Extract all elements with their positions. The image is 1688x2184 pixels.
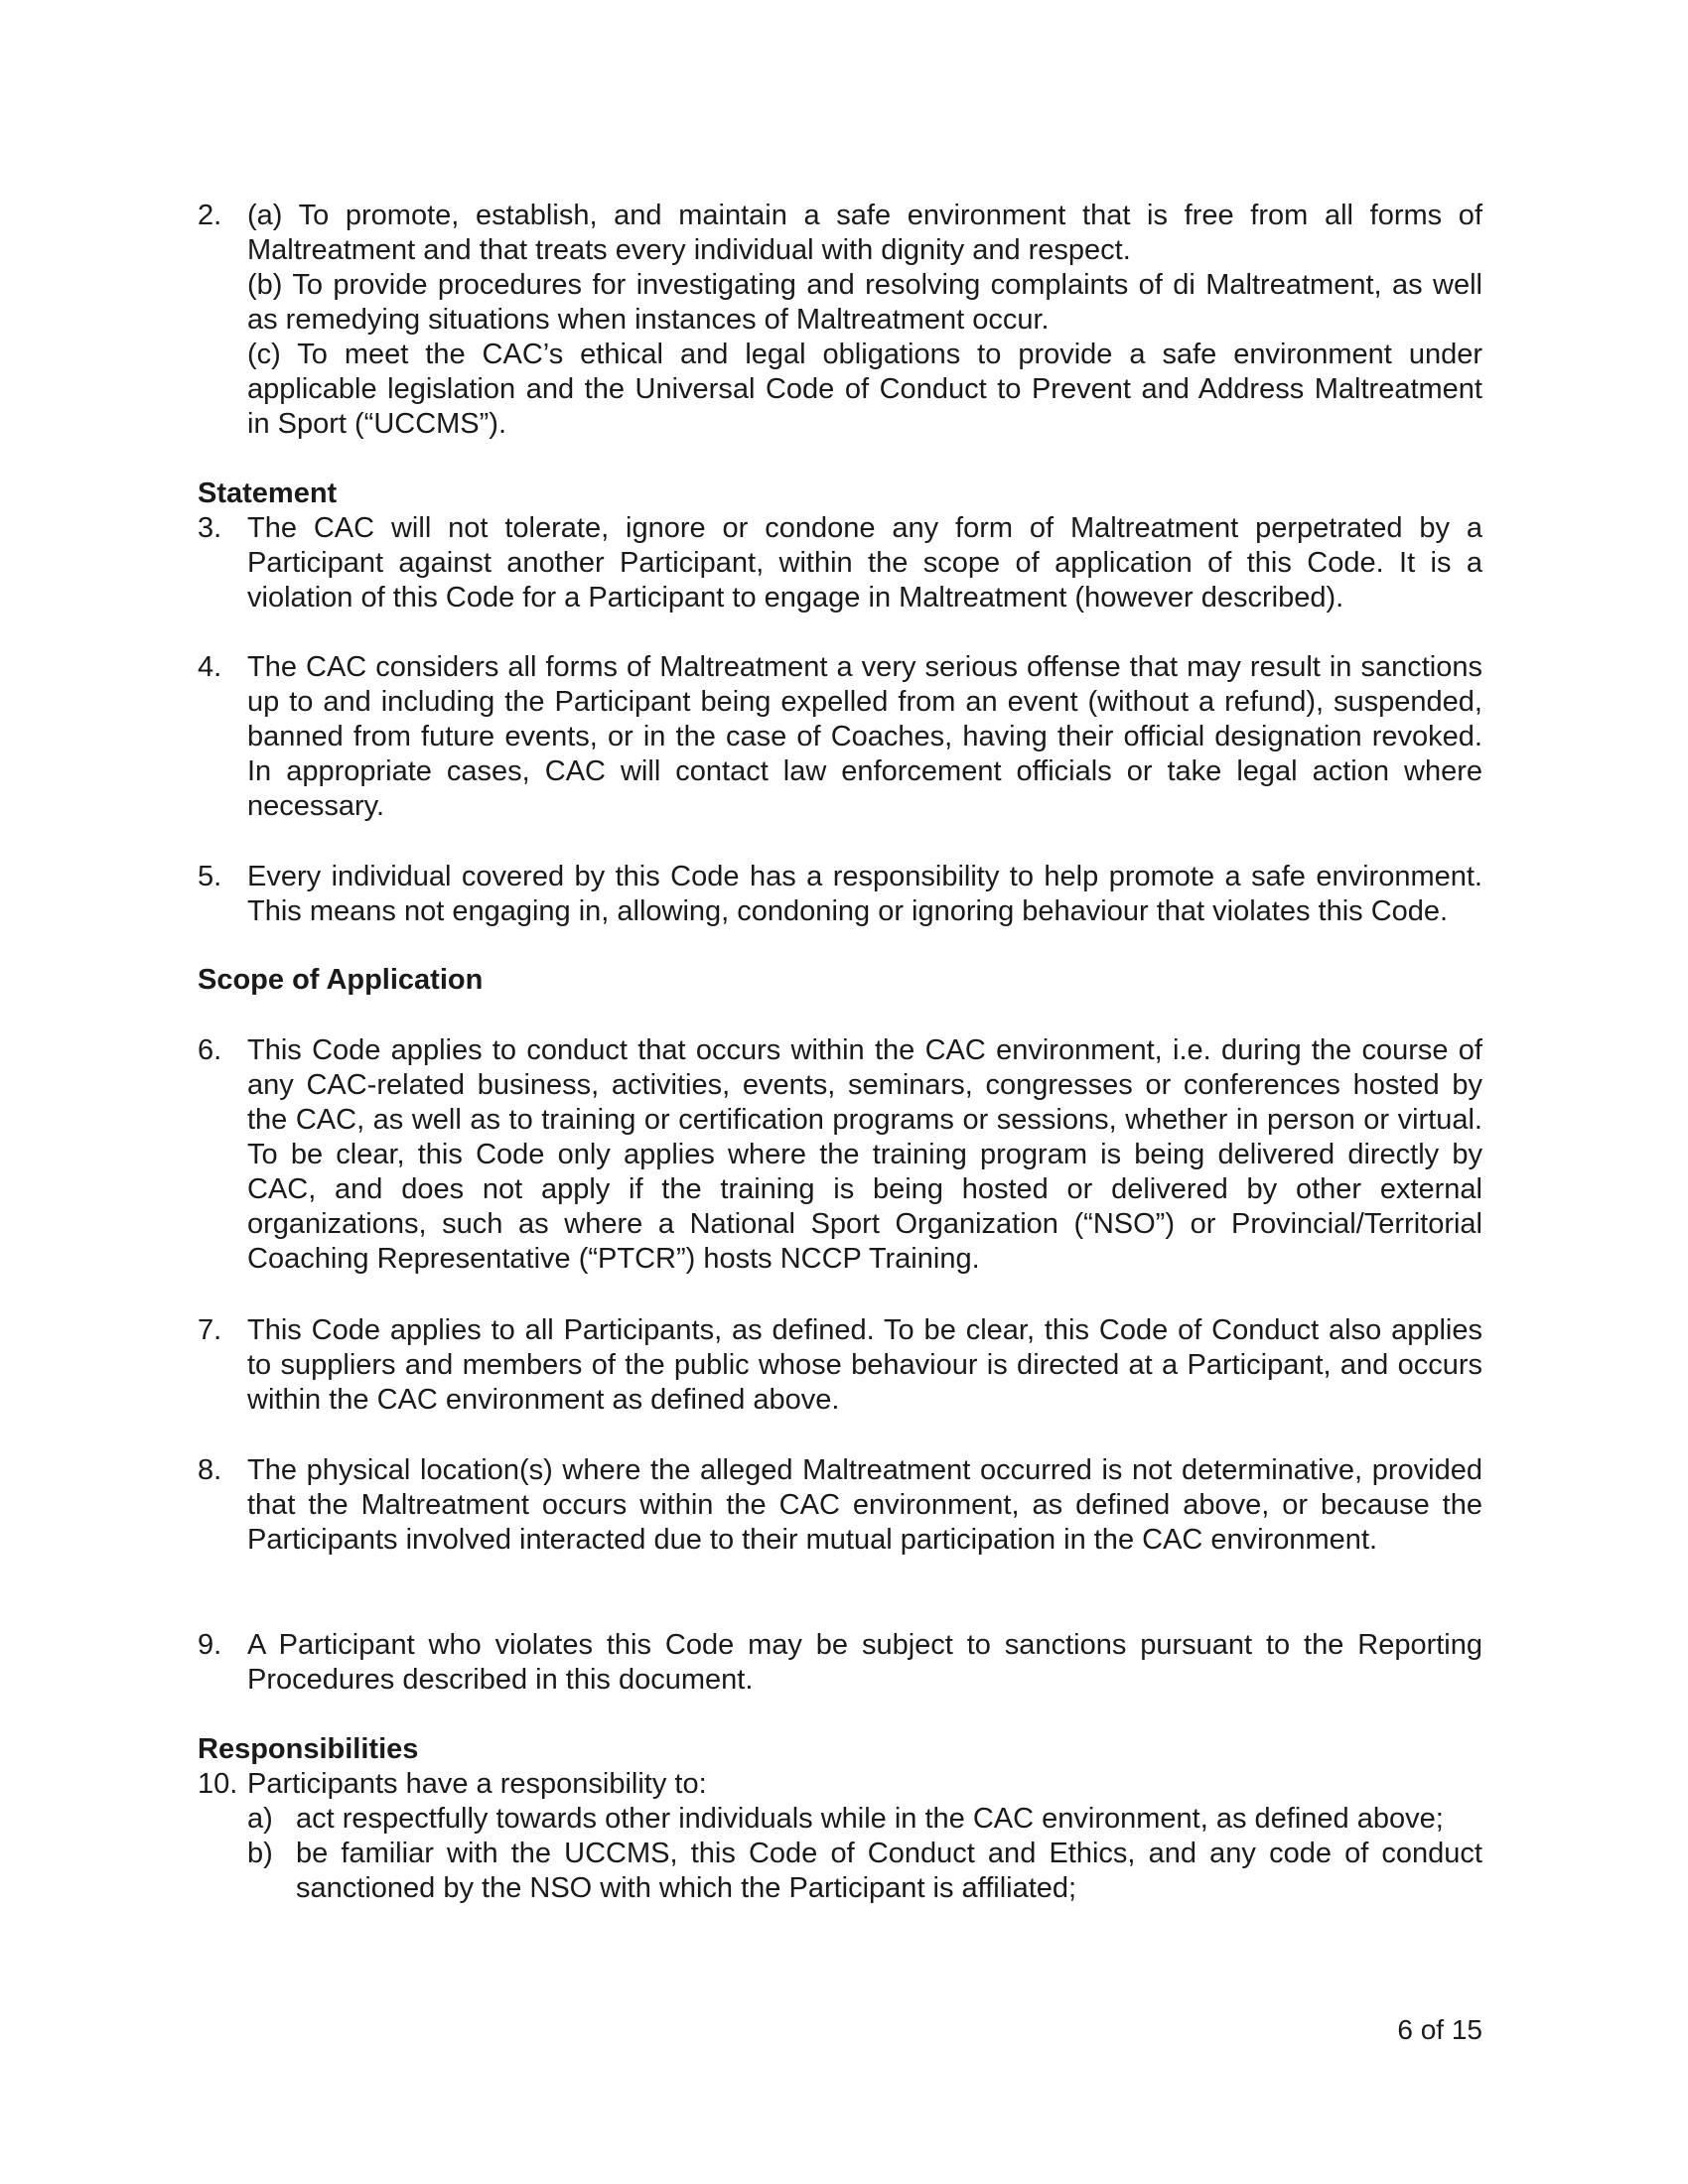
section-heading-responsibilities: Responsibilities bbox=[198, 1733, 419, 1765]
sub-item-text: act respectfully towards other individuals while in the CAC environment, as defined above; bbox=[296, 1803, 1444, 1835]
item-text: Participants have a responsibility to: bbox=[247, 1768, 707, 1800]
item-text: Every individual covered by this Code has a responsibility to help promote a safe environment. This means not engaging in, allowing, condoning or ignoring behaviour that violates this Code. bbox=[247, 861, 1482, 927]
list-item-10 bbox=[198, 1767, 1482, 1906]
sub-item-b bbox=[198, 1837, 1482, 1906]
item-text: This Code applies to all Participants, as defined. To be clear, this Code of Conduct also applies to suppliers and members of the public whose behaviour is directed at a Participant, and occurs within the CAC environment as defined above. bbox=[247, 1314, 1482, 1416]
item-number: 5. bbox=[198, 861, 222, 892]
item-text: A Participant who violates this Code may be subject to sanctions pursuant to the Reporting Procedures described in this document. bbox=[247, 1629, 1482, 1696]
item-number: 2. bbox=[198, 200, 222, 231]
item-number: 9. bbox=[198, 1629, 222, 1661]
item-text: The CAC considers all forms of Maltreatment a very serious offense that may result in sanctions up to and including the Participant being expelled from an event (without a refund), suspended, banned from future events, or in the case of Coaches, having their official designation revoked. In appropriate cases, CAC will contact law enforcement officials or take legal action where necessary. bbox=[247, 651, 1482, 822]
item-2b-text: (b) To provide procedures for investigating and resolving complaints of di Maltreatment, as well as remedying situations when instances of Maltreatment occur. bbox=[247, 269, 1482, 336]
item-number: 4. bbox=[198, 651, 222, 683]
sub-item-letter: a) bbox=[247, 1803, 273, 1835]
item-number: 6. bbox=[198, 1034, 222, 1066]
list-item-9 bbox=[198, 1628, 1482, 1698]
item-2c-text: (c) To meet the CAC’s ethical and legal obligations to provide a safe environment under applicable legislation and the Universal Code of Conduct to Prevent and Address Maltreatment in Sport (“UCCMS”). bbox=[247, 339, 1482, 440]
item-2a-text: (a) To promote, establish, and maintain a safe environment that is free from all forms of Maltreatment and that treats every individual with dignity and respect. bbox=[247, 200, 1482, 266]
item-number: 3. bbox=[198, 512, 222, 544]
section-heading-statement: Statement bbox=[198, 478, 338, 509]
list-item-4 bbox=[198, 650, 1482, 824]
sub-item-letter: b) bbox=[247, 1838, 273, 1869]
section-heading-scope: Scope of Application bbox=[198, 964, 484, 996]
page-number: 6 of 15 bbox=[1397, 2014, 1482, 2045]
item-number: 10. bbox=[198, 1768, 238, 1800]
list-item-8 bbox=[198, 1453, 1482, 1558]
item-number: 7. bbox=[198, 1314, 222, 1346]
sub-item-text: be familiar with the UCCMS, this Code of Conduct and Ethics, and any code of conduct sanctioned by the NSO with which the Participant is affiliated; bbox=[296, 1838, 1482, 1904]
sub-item-a bbox=[198, 1802, 1482, 1837]
list-item-3 bbox=[198, 511, 1482, 615]
list-item-2 bbox=[198, 199, 1482, 442]
item-text: This Code applies to conduct that occurs within the CAC environment, i.e. during the course of any CAC-related business, activities, events, seminars, congresses or conferences hosted by the CAC, as well as to training or certification programs or sessions, whether in person or virtual. To be clear, this Code only applies where the training program is being delivered directly by CAC, and does not apply if the training is being hosted or delivered by other external organizations, such as where a National Sport Organization (“NSO”) or Provincial/Territorial Coaching Representative (“PTCR”) hosts NCCP Training. bbox=[247, 1034, 1482, 1275]
item-text: The physical location(s) where the alleged Maltreatment occurred is not determinative, provided that the Maltreatment occurs within the CAC environment, as defined above, or because the Participants involved interacted due to their mutual participation in the CAC environment. bbox=[247, 1454, 1482, 1556]
item-number: 8. bbox=[198, 1454, 222, 1486]
item-text: The CAC will not tolerate, ignore or condone any form of Maltreatment perpetrated by a Participant against another Participant, within the scope of application of this Code. It is a violation of this Code for a Participant to engage in Maltreatment (however described). bbox=[247, 512, 1482, 614]
list-item-6 bbox=[198, 1033, 1482, 1277]
list-item-7 bbox=[198, 1313, 1482, 1418]
list-item-5 bbox=[198, 860, 1482, 929]
